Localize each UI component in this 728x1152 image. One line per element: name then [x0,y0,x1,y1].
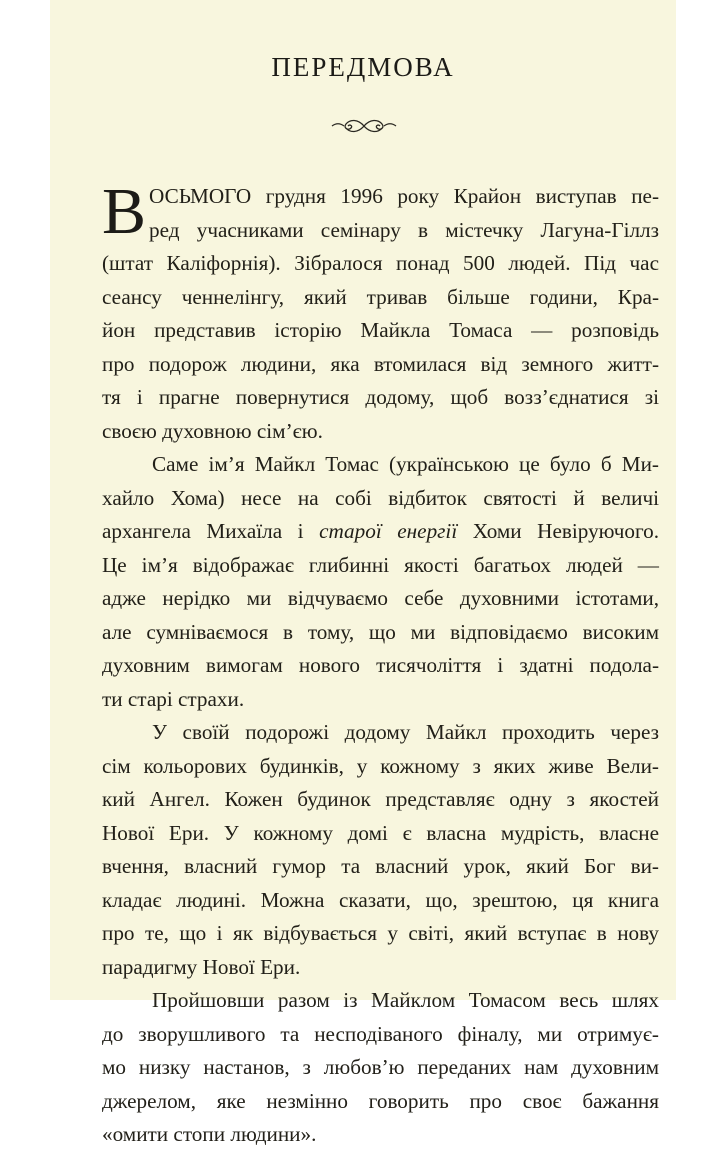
text-run: вчення, власний гумор та власний урок, який Бог ви- [102,854,659,878]
text-line [102,783,659,817]
text-line [102,247,659,281]
text-run: ОСЬМОГО грудня 1996 року Крайон виступав пе- [149,184,659,208]
paragraph [102,175,659,448]
text-line [102,917,659,951]
text-line [102,448,659,482]
text-line [102,180,659,214]
paragraph [102,716,659,984]
text-line [102,750,659,784]
text-line [102,1051,659,1085]
text-line [102,1085,659,1119]
text-line [102,348,659,382]
text-line [102,549,659,583]
text-run: духовним вимогам нового тисячоліття і здатні подола- [102,653,659,677]
text-run: Нової Ери. У кожному домі є власна мудрість, власне [102,820,659,845]
paragraph [102,448,659,716]
text-run: йон представив історію Майкла Томаса — розповідь [102,318,659,342]
text-run: сеансу ченнелінгу, який тривав більше години, Кра- [102,284,659,309]
text-run: Пройшовши разом із Майклом Томасом весь шлях [152,988,659,1012]
text-line [102,616,659,650]
text-line [102,415,659,449]
text-run: адже нерідко ми відчуваємо себе духовними істотами, [102,586,659,610]
page-title: ПЕРЕДМОВА [271,52,455,82]
text-line [102,515,659,549]
book-page [50,0,676,1146]
text-run: джерелом, яке незмінно говорить про своє бажання [102,1088,659,1113]
text-run: У своїй подорожі додому Майкл проходить через [152,720,659,744]
text-line [102,683,659,717]
text-line [102,951,659,985]
text-run: тя і прагне повернутися додому, щоб возз’єднатися зі [102,385,659,409]
preface-text [102,175,660,1152]
text-run: про те, що і як відбувається у світі, який вступає в нову [102,921,659,945]
text-line [102,214,659,248]
text-line [102,314,659,348]
text-line [102,649,659,683]
text-line [102,850,659,884]
text-run: Хоми Невіруючого. [457,519,660,543]
text-line [102,582,659,616]
text-run: про подорож людини, яка втомилася від земного житт- [102,351,659,376]
text-run: але сумніваємося в тому, що ми відповідаємо високим [102,619,659,644]
text-run: архангела Михаїла і [102,519,320,543]
flourish-ornament-icon [330,116,398,136]
text-run: «омити стопи людини». [102,1122,317,1146]
text-line [102,716,659,750]
text-run: кладає людині. Можна сказати, що, зрештою, ця книга [102,887,659,912]
text-line [102,381,659,415]
text-line [102,817,659,851]
text-run: ти старі страхи. [102,686,245,711]
paragraph [102,984,659,1152]
text-run: Саме ім’я Майкл Томас (українською це було б Ми- [152,452,659,476]
text-line [102,884,659,918]
text-run: Це ім’я відображає глибинні якості багатьох людей — [102,552,659,577]
text-line [102,482,659,516]
text-line [102,1018,659,1052]
text-run: до зворушливого та несподіваного фіналу, ми отримує- [102,1021,659,1046]
text-run: (штат Каліфорнія). Зібралося понад 500 людей. Під час [102,251,659,275]
text-run: хайло Хома) несе на собі відбиток святості й величі [102,485,659,510]
text-run: сім кольорових будинків, у кожному з яких живе Вели- [102,753,659,778]
text-run: кий Ангел. Кожен будинок представляє одну з якостей [102,787,659,811]
text-run: мо низку настанов, з любов’ю переданих нам духовним [102,1055,659,1079]
drop-cap: В [102,175,147,248]
italic-phrase: старої енергії [319,519,458,543]
text-run: своєю духовною сім’єю. [102,418,323,443]
text-run: ред учасниками семінару в містечку Лагуна-Гіллз [149,217,659,242]
text-run: парадигму Нової Ери. [102,954,301,979]
text-line [102,281,659,315]
text-line [102,1118,659,1152]
text-line [102,984,659,1018]
